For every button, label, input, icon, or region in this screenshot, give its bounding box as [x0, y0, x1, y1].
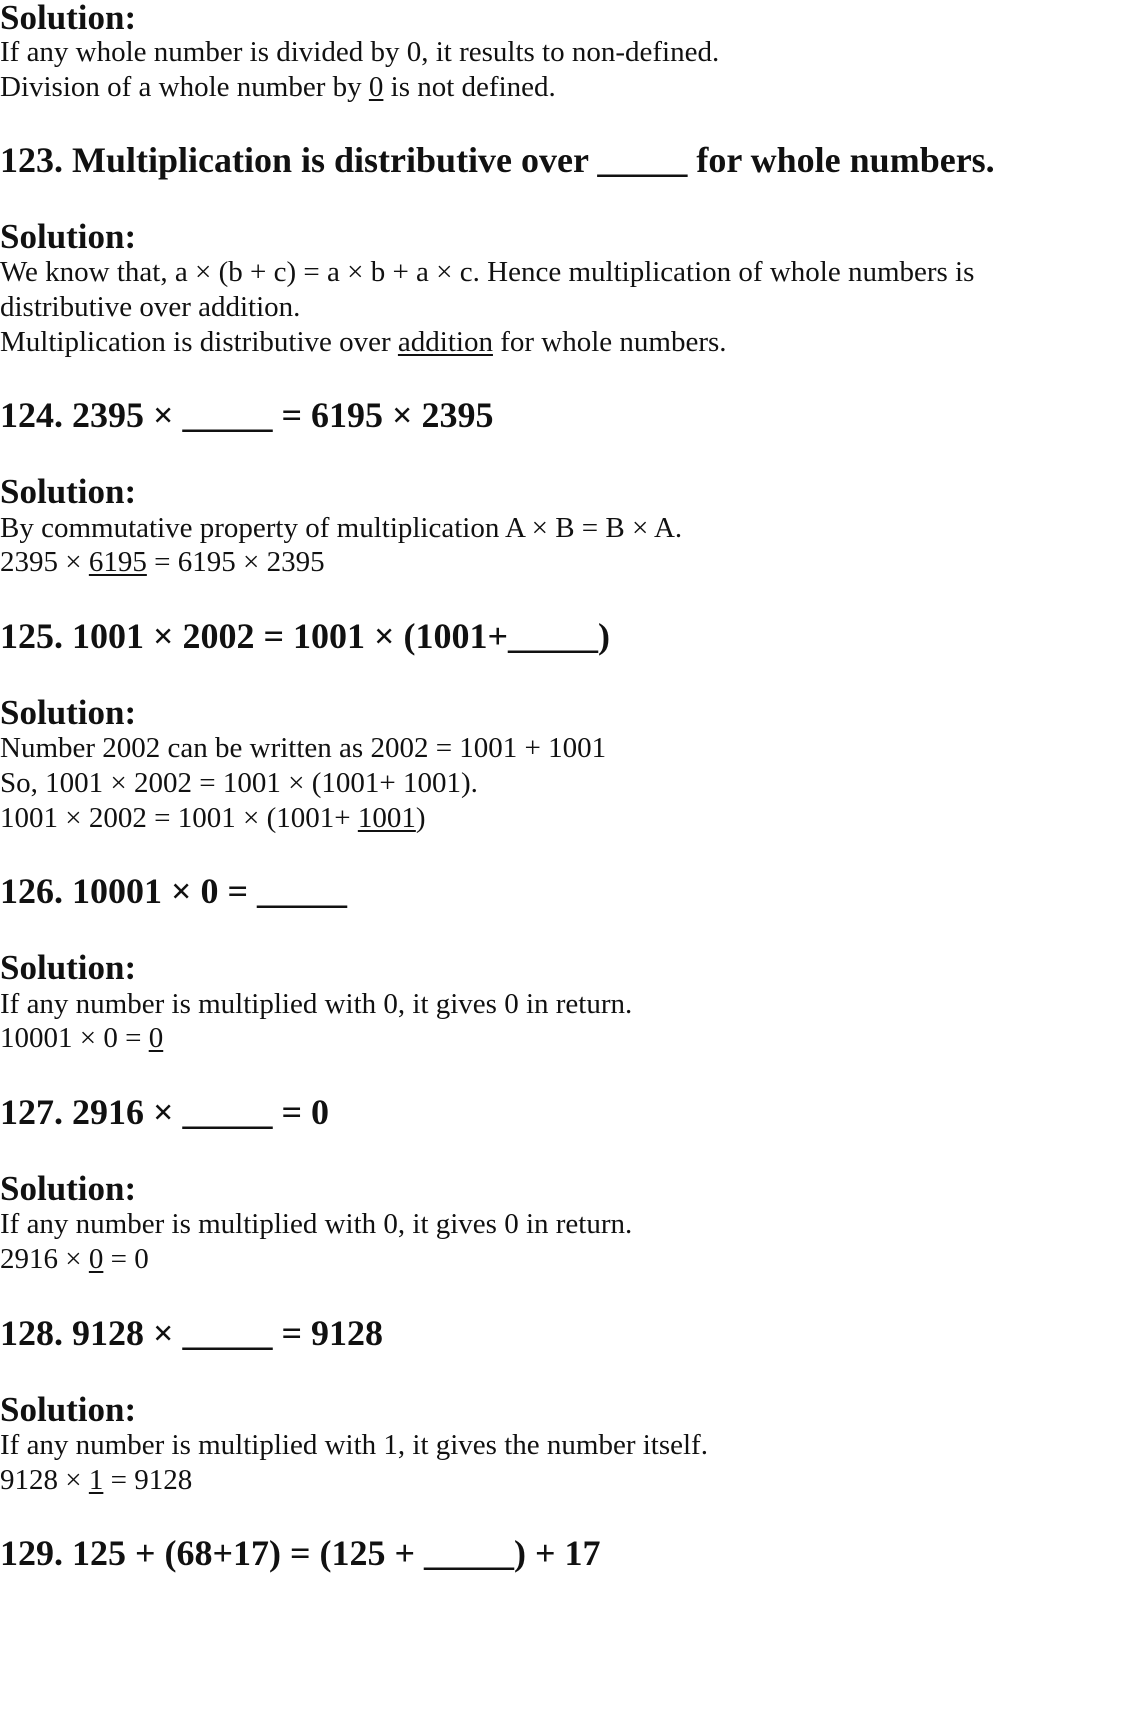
solution-line: [0, 258, 974, 287]
solution-text: 2916 ×: [0, 1243, 89, 1275]
solution-line: [0, 1245, 149, 1274]
solution-heading: Solution:: [0, 948, 137, 987]
solution-heading: Solution:: [0, 1390, 137, 1429]
solution-line: [0, 73, 556, 102]
solution-line: [0, 734, 606, 763]
solution-line: [0, 293, 300, 322]
solution-text: = 0: [103, 1243, 149, 1275]
answer-underlined: 0: [88, 1243, 104, 1275]
solution-heading: Solution:: [0, 1169, 137, 1208]
answer-underlined: 6195: [88, 546, 147, 578]
solution-text: If any number is multiplied with 1, it gives the number itself.: [0, 1429, 708, 1461]
solution-line: [0, 1210, 632, 1239]
question-129: 129. 125 + (68+17) = (125 + _____) + 17: [0, 1533, 601, 1573]
solution-text: for whole numbers.: [492, 326, 727, 358]
solution-text: We know that, a × (b + c) = a × b + a × c. Hence multiplication of whole numbers is: [0, 256, 975, 288]
solution-text: 2395 ×: [0, 546, 89, 578]
question-126: 126. 10001 × 0 = _____: [0, 871, 348, 911]
question-124: 124. 2395 × _____ = 6195 × 2395: [0, 395, 494, 435]
answer-underlined: 1001: [357, 802, 416, 834]
solution-text: = 6195 × 2395: [146, 546, 325, 578]
solution-text: 10001 × 0 =: [0, 1022, 149, 1054]
solution-text: By commutative property of multiplication A × B = B × A.: [0, 512, 683, 544]
solution-text: So, 1001 × 2002 = 1001 × (1001+ 1001).: [0, 767, 478, 799]
answer-underlined: addition: [397, 326, 493, 358]
solution-line: [0, 1024, 163, 1053]
solution-text: distributive over addition.: [0, 291, 301, 323]
solution-line: [0, 1431, 708, 1460]
solution-text: If any number is multiplied with 0, it gives 0 in return.: [0, 988, 633, 1020]
solution-heading: Solution:: [0, 0, 137, 37]
question-127: 127. 2916 × _____ = 0: [0, 1092, 330, 1132]
solution-line: [0, 804, 426, 833]
answer-underlined: 0: [368, 71, 384, 103]
solution-heading: Solution:: [0, 693, 137, 732]
question-128: 128. 9128 × _____ = 9128: [0, 1313, 384, 1353]
solution-line: [0, 1466, 192, 1495]
solution-text: 9128 ×: [0, 1464, 89, 1496]
solution-line: [0, 769, 478, 798]
solution-text: Multiplication is distributive over: [0, 326, 398, 358]
answer-underlined: 1: [88, 1464, 104, 1496]
solution-heading: Solution:: [0, 217, 137, 256]
solution-heading: Solution:: [0, 472, 137, 511]
answer-underlined: 0: [148, 1022, 164, 1054]
question-123: 123. Multiplication is distributive over _____ for whole numbers.: [0, 140, 995, 180]
solution-line: [0, 548, 325, 577]
solution-line: [0, 990, 632, 1019]
solution-line: [0, 514, 682, 543]
solution-text: Division of a whole number by: [0, 71, 369, 103]
solution-text: ): [415, 802, 426, 834]
solution-text: 1001 × 2002 = 1001 × (1001+: [0, 802, 358, 834]
solution-text: If any number is multiplied with 0, it gives 0 in return.: [0, 1208, 633, 1240]
solution-text: = 9128: [103, 1464, 193, 1496]
solution-text: is not defined.: [383, 71, 556, 103]
question-125: 125. 1001 × 2002 = 1001 × (1001+_____): [0, 616, 611, 656]
solution-text: If any whole number is divided by 0, it results to non-defined.: [0, 36, 720, 68]
solution-line: [0, 328, 727, 357]
solution-text: Number 2002 can be written as 2002 = 1001 + 1001: [0, 732, 607, 764]
solution-line: [0, 38, 719, 67]
